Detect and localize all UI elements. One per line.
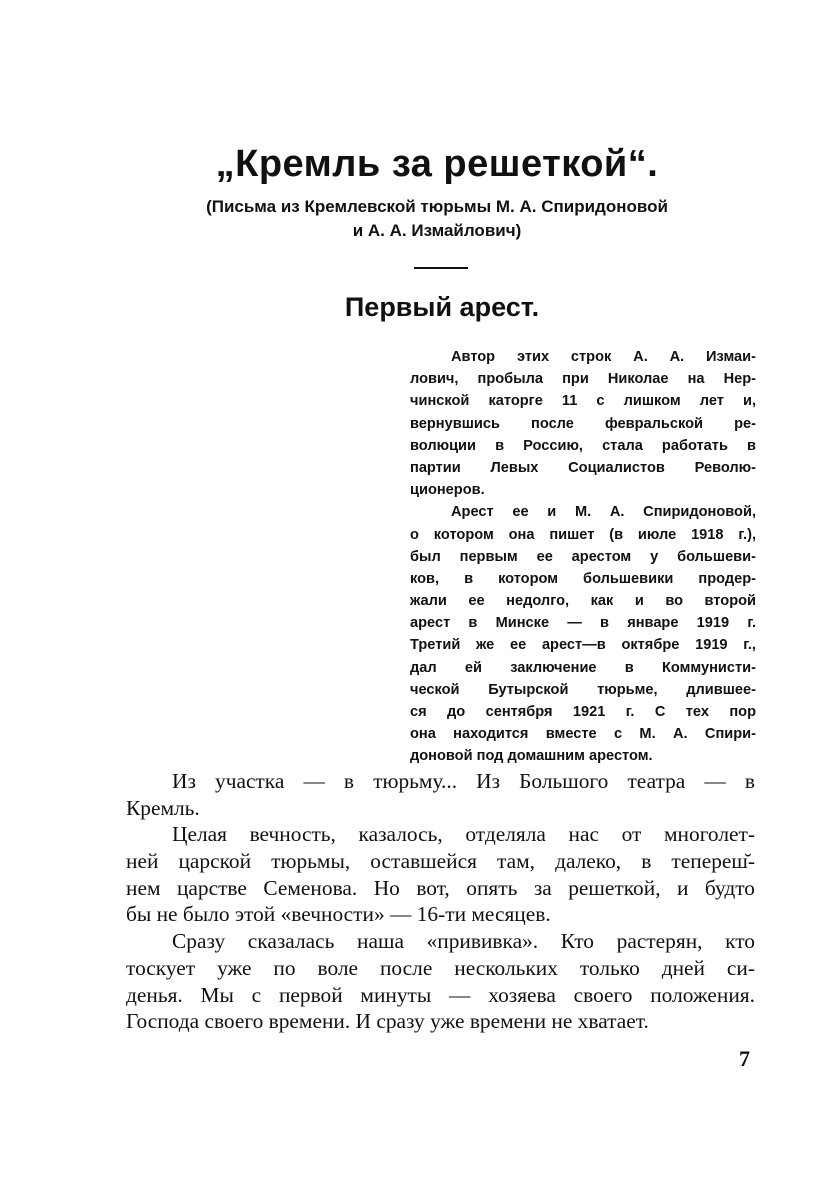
epigraph-line: ционеров.	[410, 482, 485, 499]
page-subtitle	[0, 195, 840, 243]
epigraph-line: партии Левых Социалистов Револю-	[410, 459, 756, 476]
epigraph-line: вернувшись после февральской ре-	[410, 415, 756, 432]
body-line: Целая вечность, казалось, отделяла нас от многолет-	[172, 822, 755, 847]
epigraph-line: дал ей заключение в Коммунисти-	[410, 659, 756, 676]
page-number: 7	[739, 1046, 750, 1071]
body-line: тоскует уже по воле после нескольких только дней си-	[126, 955, 755, 980]
epigraph-line: Третий же ее арест—в октябре 1919 г.,	[410, 637, 756, 654]
epigraph-line: Автор этих строк А. А. Измаи-	[451, 349, 756, 365]
epigraph-line: ческой Бутырской тюрьме, длившее-	[410, 681, 756, 698]
epigraph-line: ся до сентября 1921 г. С тех пор	[410, 704, 756, 720]
body-line: денья. Мы с первой минуты — хозяева своего положения.	[126, 982, 755, 1007]
body-line: Из участка — в тюрьму... Из Большого театра — в	[172, 769, 755, 793]
epigraph-line: ков, в котором большевики продер-	[410, 570, 756, 587]
epigraph-line: волюции в Россию, стала работать в	[410, 437, 756, 454]
subtitle-line: (Письма из Кремлевской тюрьмы М. А. Спиридоновой	[206, 197, 668, 216]
body-line: бы не было этой «вечности» — 16-ти месяцев.	[126, 902, 551, 927]
page-title: „Кремль за решеткой“.	[215, 143, 659, 185]
body-line: Господа своего времени. И сразу уже времени не хватает.	[126, 1009, 649, 1034]
body-line: ней царской тюрьмы, оставшейся там, далеко, в тепереш̆-	[126, 849, 755, 874]
body-line: Кремль.	[126, 795, 200, 820]
subtitle-line: и А. А. Измайлович)	[352, 221, 522, 240]
section-title: Первый арест.	[344, 292, 540, 322]
epigraph-line: чинской каторге 11 с лишком лет и,	[410, 393, 756, 410]
body-line: нем царстве Семенова. Но вот, опять за решеткой, и будто	[126, 875, 755, 900]
body-text	[126, 768, 755, 1035]
epigraph	[410, 346, 756, 768]
epigraph-line: арест в Минске — в январе 1919 г.	[410, 615, 756, 632]
separator-rule	[414, 267, 468, 269]
epigraph-line: о котором она пишет (в июле 1918 г.),	[410, 526, 756, 543]
epigraph-line: доновой под домашним арестом.	[410, 748, 653, 765]
epigraph-line: жали ее недолго, как и во второй	[410, 593, 756, 610]
epigraph-line: она находится вместе с М. А. Спири-	[410, 726, 756, 743]
epigraph-line: был первым ее арестом у большеви-	[410, 548, 756, 565]
epigraph-line: Арест ее и М. А. Спиридоновой,	[451, 504, 756, 521]
body-line: Сразу сказалась наша «прививка». Кто растерян, кто	[172, 929, 755, 954]
epigraph-line: лович, пробыла при Николае на Нер-	[410, 371, 756, 388]
